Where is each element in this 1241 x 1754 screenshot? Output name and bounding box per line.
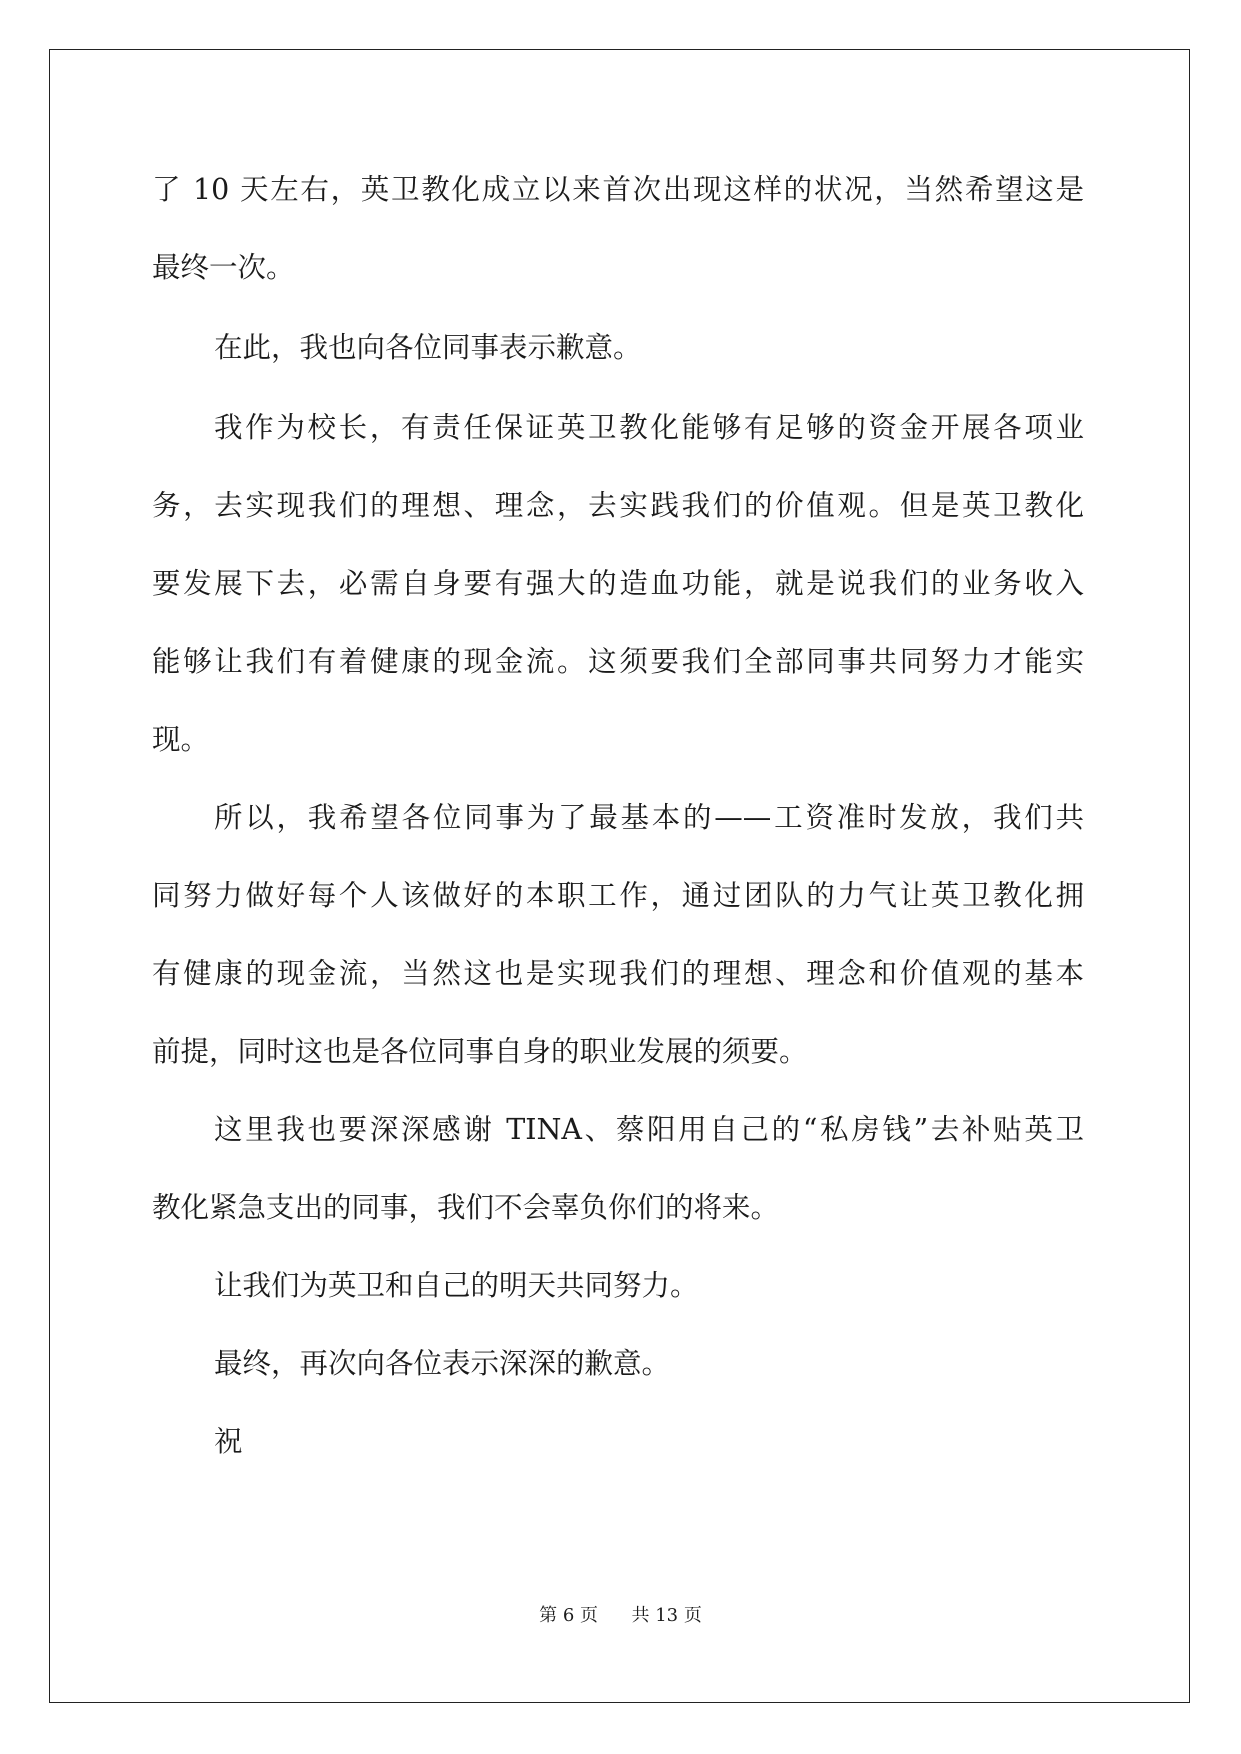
body-line-1: 了 10 天左右，英卫教化成立以来首次出现这样的状况，当然希望这是 [152, 173, 1084, 206]
body-line-2: 最终一次。 [152, 251, 295, 284]
body-line-11: 有健康的现金流，当然这也是实现我们的理想、理念和价值观的基本 [152, 957, 1084, 990]
body-line-4: 我作为校长，有责任保证英卫教化能够有足够的资金开展各项业 [214, 411, 1084, 444]
page-total: 共 13 页 [631, 1605, 702, 1626]
page-number: 第 6 页 [539, 1605, 599, 1626]
body-line-5: 务，去实现我们的理想、理念，去实践我们的价值观。但是英卫教化 [152, 489, 1084, 522]
body-line-8: 现。 [152, 723, 210, 756]
body-line-14: 教化紧急支出的同事，我们不会辜负你们的将来。 [152, 1191, 780, 1224]
closing-wish: 祝 [214, 1425, 243, 1458]
paragraph-final-apology: 最终，再次向各位表示深深的歉意。 [214, 1347, 671, 1380]
body-line-9: 所以，我希望各位同事为了最基本的——工资准时发放，我们共 [214, 801, 1084, 834]
paragraph-together: 让我们为英卫和自己的明天共同努力。 [214, 1269, 699, 1302]
body-line-10: 同努力做好每个人该做好的本职工作，通过团队的力气让英卫教化拥 [152, 879, 1084, 912]
body-line-12: 前提，同时这也是各位同事自身的职业发展的须要。 [152, 1035, 808, 1068]
paragraph-apology: 在此，我也向各位同事表示歉意。 [214, 331, 642, 364]
body-line-7: 能够让我们有着健康的现金流。这须要我们全部同事共同努力才能实 [152, 645, 1084, 678]
body-line-13: 这里我也要深深感谢 TINA、蔡阳用自己的“私房钱”去补贴英卫 [214, 1113, 1084, 1146]
body-line-6: 要发展下去，必需自身要有强大的造血功能，就是说我们的业务收入 [152, 567, 1084, 600]
page-footer [0, 1604, 1241, 1628]
